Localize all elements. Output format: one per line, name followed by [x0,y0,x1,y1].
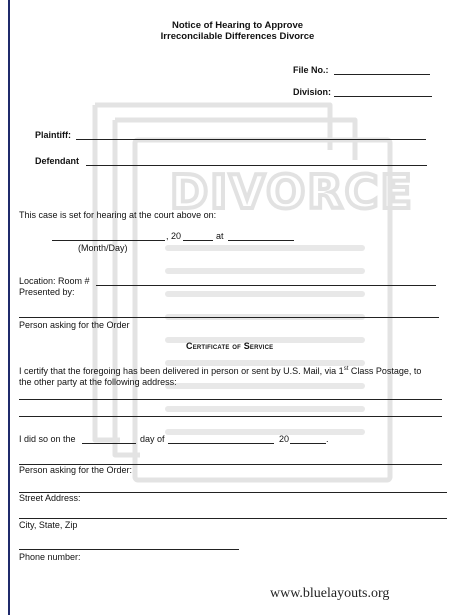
hearing-month-day-field[interactable] [52,240,165,241]
day-of-label: day of [140,434,165,444]
did-so-label: I did so on the [19,434,76,444]
period: . [326,434,329,444]
footer-url[interactable]: www.bluelayouts.org [270,586,390,601]
did-so-month-field[interactable] [168,443,274,444]
hearing-time-field[interactable] [228,240,294,241]
person-asking-label: Person asking for the Order [19,320,130,330]
defendant-field[interactable] [86,165,427,166]
certify-text-b: Class Postage, to [348,366,422,376]
address-line-2[interactable] [19,416,442,417]
at-label: at [216,231,224,241]
year-label: 20 [279,434,290,444]
certify-text-line-2: the other party at the following address: [19,377,177,387]
plaintiff-field[interactable] [76,139,426,140]
phone-label: Phone number: [19,552,81,562]
file-no-field[interactable] [334,74,430,75]
did-so-day-field[interactable] [82,443,136,444]
presented-by-field[interactable] [19,317,439,318]
street-address-field[interactable] [19,518,447,519]
certify-text-a: I certify that the foregoing has been delivered in person or sent by U.S. Mail, via 1 [19,366,344,376]
file-no-label: File No.: [293,65,329,75]
presented-by-label: Presented by: [19,287,75,297]
person-asking-order-field[interactable] [19,492,447,493]
document-title-line-1: Notice of Hearing to Approve [171,20,304,31]
hearing-text: This case is set for hearing at the court above on: [19,210,217,220]
hearing-year-field[interactable] [183,240,213,241]
city-state-zip-label: City, State, Zip [19,520,78,530]
person-asking-order-label: Person asking for the Order: [19,465,133,475]
address-line-1[interactable] [19,399,442,400]
defendant-label: Defendant [35,156,80,166]
certificate-heading: Certificate of Service [186,341,274,351]
certify-text-line-1 [19,366,421,376]
location-label: Location: Room # [19,276,90,286]
street-address-label: Street Address: [19,493,81,503]
division-label: Division: [293,87,332,97]
location-room-field[interactable] [96,285,436,286]
year-prefix: , 20 [166,231,182,241]
month-day-caption: (Month/Day) [78,243,128,253]
certify-superscript: st [343,366,349,372]
plaintiff-label: Plaintiff: [35,130,71,140]
watermark-text: DIVORCE [170,165,414,219]
city-state-zip-field[interactable] [19,549,239,550]
did-so-year-field[interactable] [290,443,326,444]
division-field[interactable] [334,96,432,97]
document-title-line-2: Irreconcilable Differences Divorce [160,31,315,42]
